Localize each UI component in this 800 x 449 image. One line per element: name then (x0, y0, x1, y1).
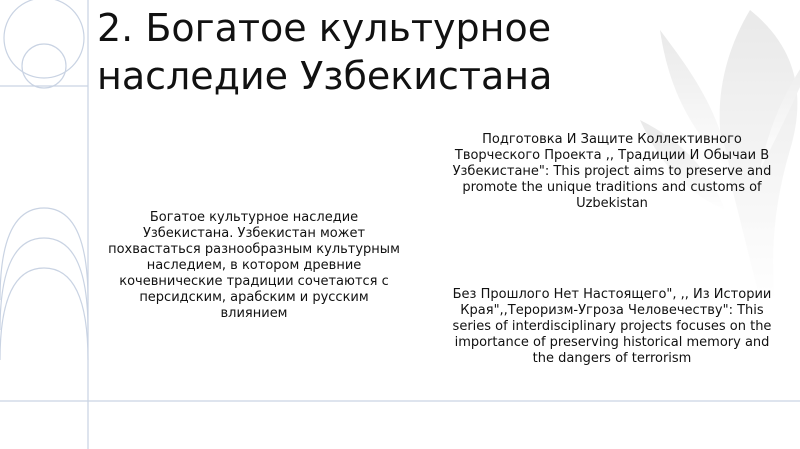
right-paragraph-1: Подготовка И Защите Коллективного Творческого Проекта ,, Традиции И Обычаи В Узбекистане": This project aims to preserve and promote the unique traditions and customs of Uzbekistan (452, 132, 772, 211)
slide-title (97, 4, 697, 100)
title-line-2: наследие Узбекистана (97, 54, 553, 98)
deco-circle-small (22, 44, 66, 88)
deco-arch-2 (0, 238, 88, 330)
deco-circle-large (4, 0, 84, 78)
title-line-1: 2. Богатое культурное (97, 6, 552, 50)
left-paragraph: Богатое культурное наследие Узбекистана. Узбекистан может похвастаться разнообразным культурным наследием, в котором древние кочевнические традиции сочетаются с персидским, арабским и русским влиянием (108, 210, 400, 321)
deco-arch-3 (0, 268, 88, 360)
right-paragraph-2: Без Прошлого Нет Настоящего", ,, Из Истории Края",,Тероризм-Угроза Человечеству": This series of interdisciplinary projects focuses on the importance of preserving historical memory and the dangers of terrorism (452, 287, 772, 366)
